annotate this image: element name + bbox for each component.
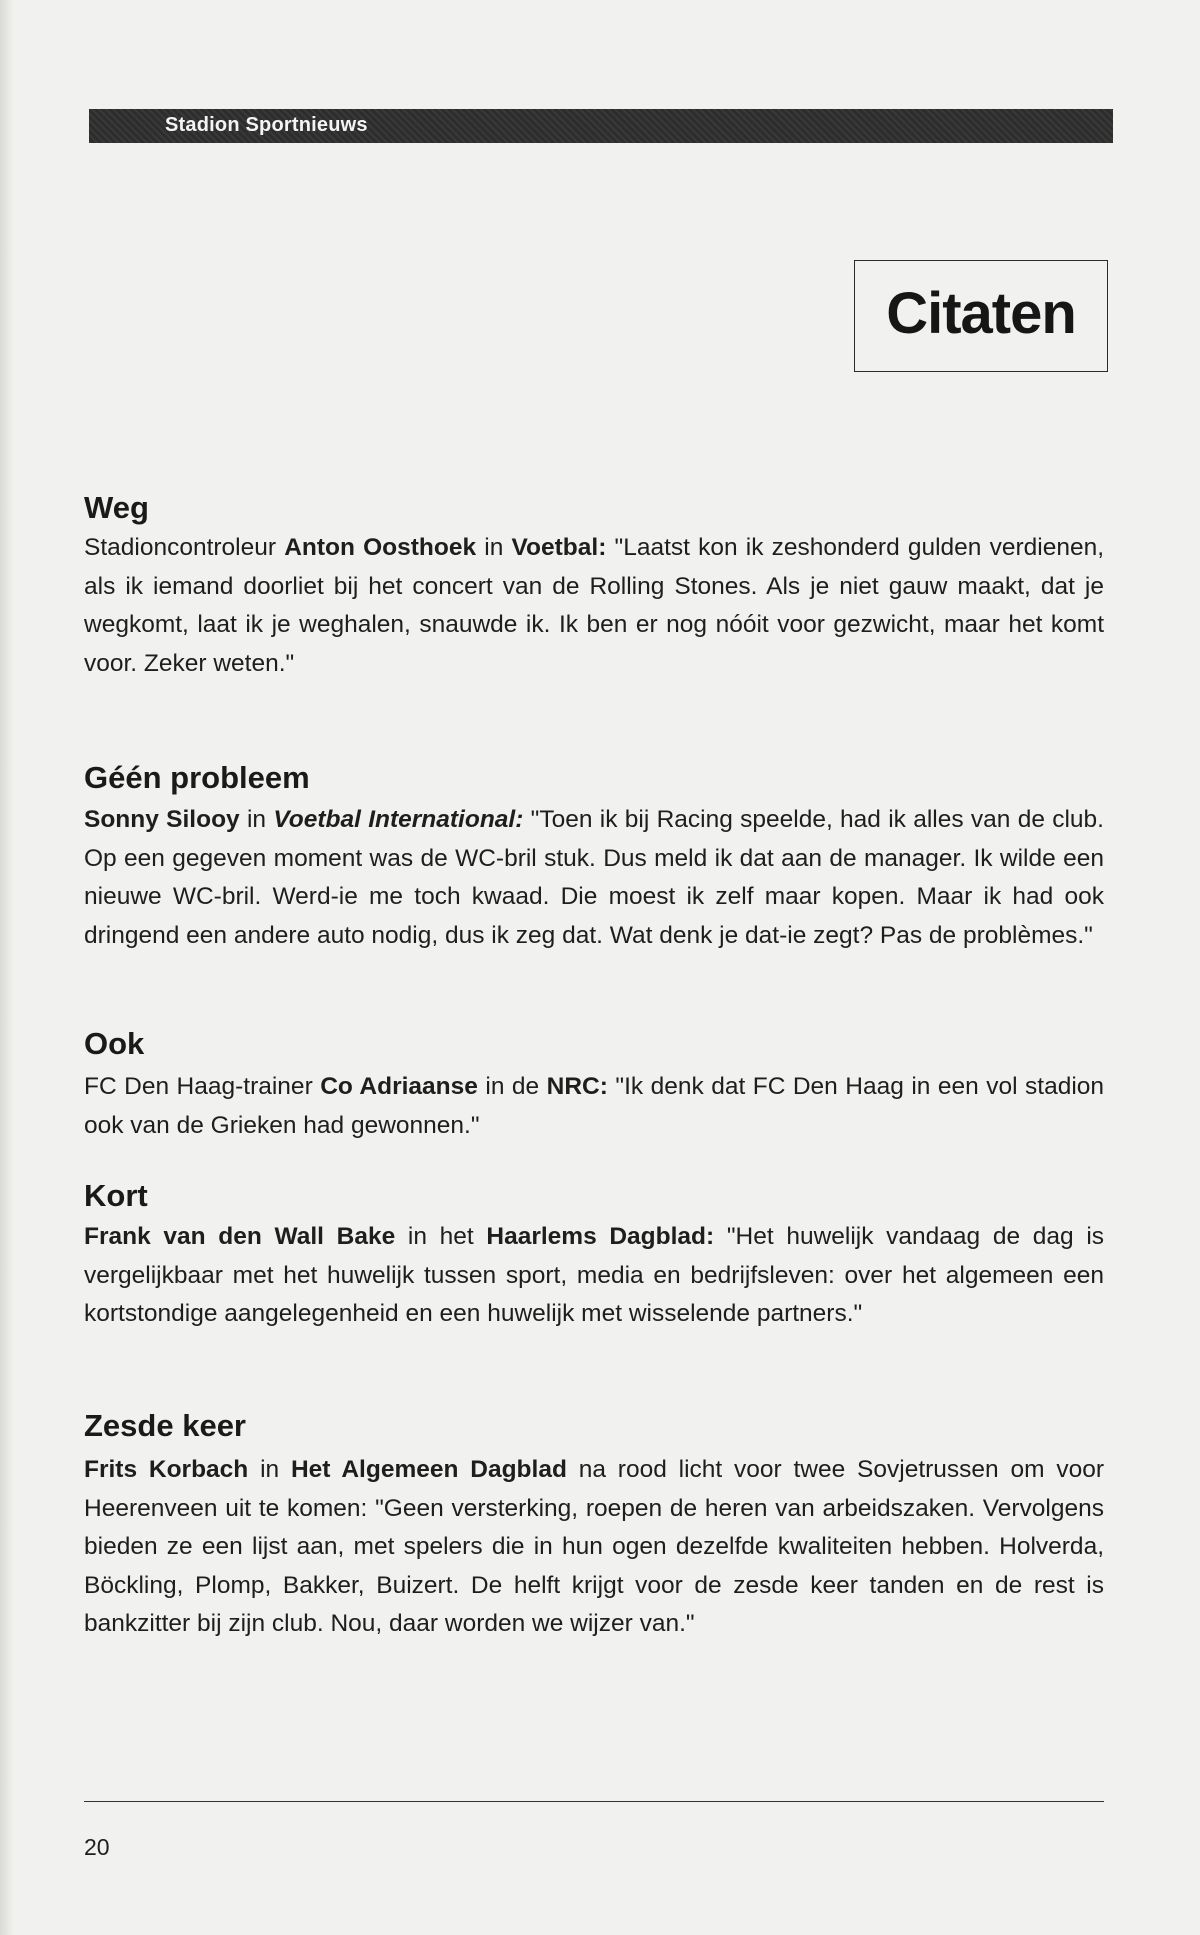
- body-text: in: [476, 534, 512, 561]
- source-name: Haarlems Dagblad:: [486, 1223, 715, 1250]
- footer-divider: [84, 1801, 1104, 1802]
- quote-text: "Het huwelijk vandaag de dag is vergelijkbaar met het huwelijk tussen sport, media en bedrijfsleven: over het algemeen een kortstondige aangelegenheid en een huwelijk met wisselende partners.": [84, 1223, 1105, 1327]
- speaker-name: Frits Korbach: [84, 1456, 249, 1483]
- section-body-kort: [84, 1218, 1104, 1334]
- quote-text: "Ik denk dat FC Den Haag in een vol stadion ook van de Grieken had gewonnen.": [84, 1073, 1105, 1139]
- section-body-zesde-keer: [84, 1451, 1104, 1644]
- body-text: in de: [477, 1073, 547, 1100]
- quote-text: "Laatst kon ik zeshonderd gulden verdienen, als ik iemand doorliet bij het concert van de Rolling Stones. Als je niet gauw maakt, dat je wegkomt, laat ik je weghalen, snauwde ik. Ik ben er nog nóóit voor gezwicht, maar het komt voor. Zeker weten.": [84, 534, 1105, 677]
- source-name: Het Algemeen Dagblad: [290, 1456, 567, 1483]
- section-heading-kort: Kort: [84, 1178, 148, 1213]
- speaker-name: Anton Oosthoek: [284, 534, 477, 561]
- body-text: in: [239, 806, 274, 833]
- section-body-ook: [84, 1068, 1104, 1145]
- body-text: Stadioncontroleur: [84, 534, 285, 561]
- section-header-label: Stadion Sportnieuws: [165, 114, 368, 136]
- source-name: Voetbal International:: [273, 806, 524, 833]
- speaker-name: Sonny Silooy: [84, 806, 240, 833]
- section-header-bar: [89, 109, 1113, 143]
- body-text: FC Den Haag-trainer: [84, 1073, 321, 1100]
- page-title: Citaten: [886, 280, 1076, 346]
- page-edge-shadow: [0, 0, 14, 1935]
- section-heading-weg: Weg: [84, 490, 149, 525]
- speaker-name: Frank van den Wall Bake: [84, 1223, 396, 1250]
- quote-text: na rood licht voor twee Sovjetrussen om voor Heerenveen uit te komen: "Geen versterking, roepen de heren van arbeidszaken. Vervolgens bieden ze een lijst aan, met spelers die in hun ogen dezelfde kwaliteiten hebben. Holverda, Böckling, Plomp, Bakker, Buizert. De helft krijgt voor de zesde keer tanden en de rest is bankzitter bij zijn club. Nou, daar worden we wijzer van.": [84, 1456, 1104, 1637]
- speaker-name: Co Adriaanse: [320, 1073, 478, 1100]
- source-name: NRC:: [546, 1073, 608, 1100]
- section-heading-geen-probleem: Géén probleem: [84, 760, 310, 795]
- title-box: [854, 260, 1108, 372]
- quote-text: "Toen ik bij Racing speelde, had ik alles van de club. Op een gegeven moment was de WC-bril stuk. Dus meld ik dat aan de manager. Ik wilde een nieuwe WC-bril. Werd-ie me toch kwaad. Die moest ik zelf maar kopen. Maar ik had ook dringend een andere auto nodig, dus ik zeg dat. Wat denk je dat-ie zegt? Pas de problèmes.": [84, 806, 1104, 949]
- source-name: Voetbal:: [511, 534, 607, 561]
- body-text: in het: [395, 1223, 487, 1250]
- body-text: in: [248, 1456, 291, 1483]
- section-body-geen-probleem: [84, 801, 1104, 955]
- section-body-weg: [84, 529, 1104, 683]
- page-number: 20: [84, 1834, 110, 1860]
- section-heading-zesde-keer: Zesde keer: [84, 1408, 246, 1443]
- section-heading-ook: Ook: [84, 1026, 145, 1061]
